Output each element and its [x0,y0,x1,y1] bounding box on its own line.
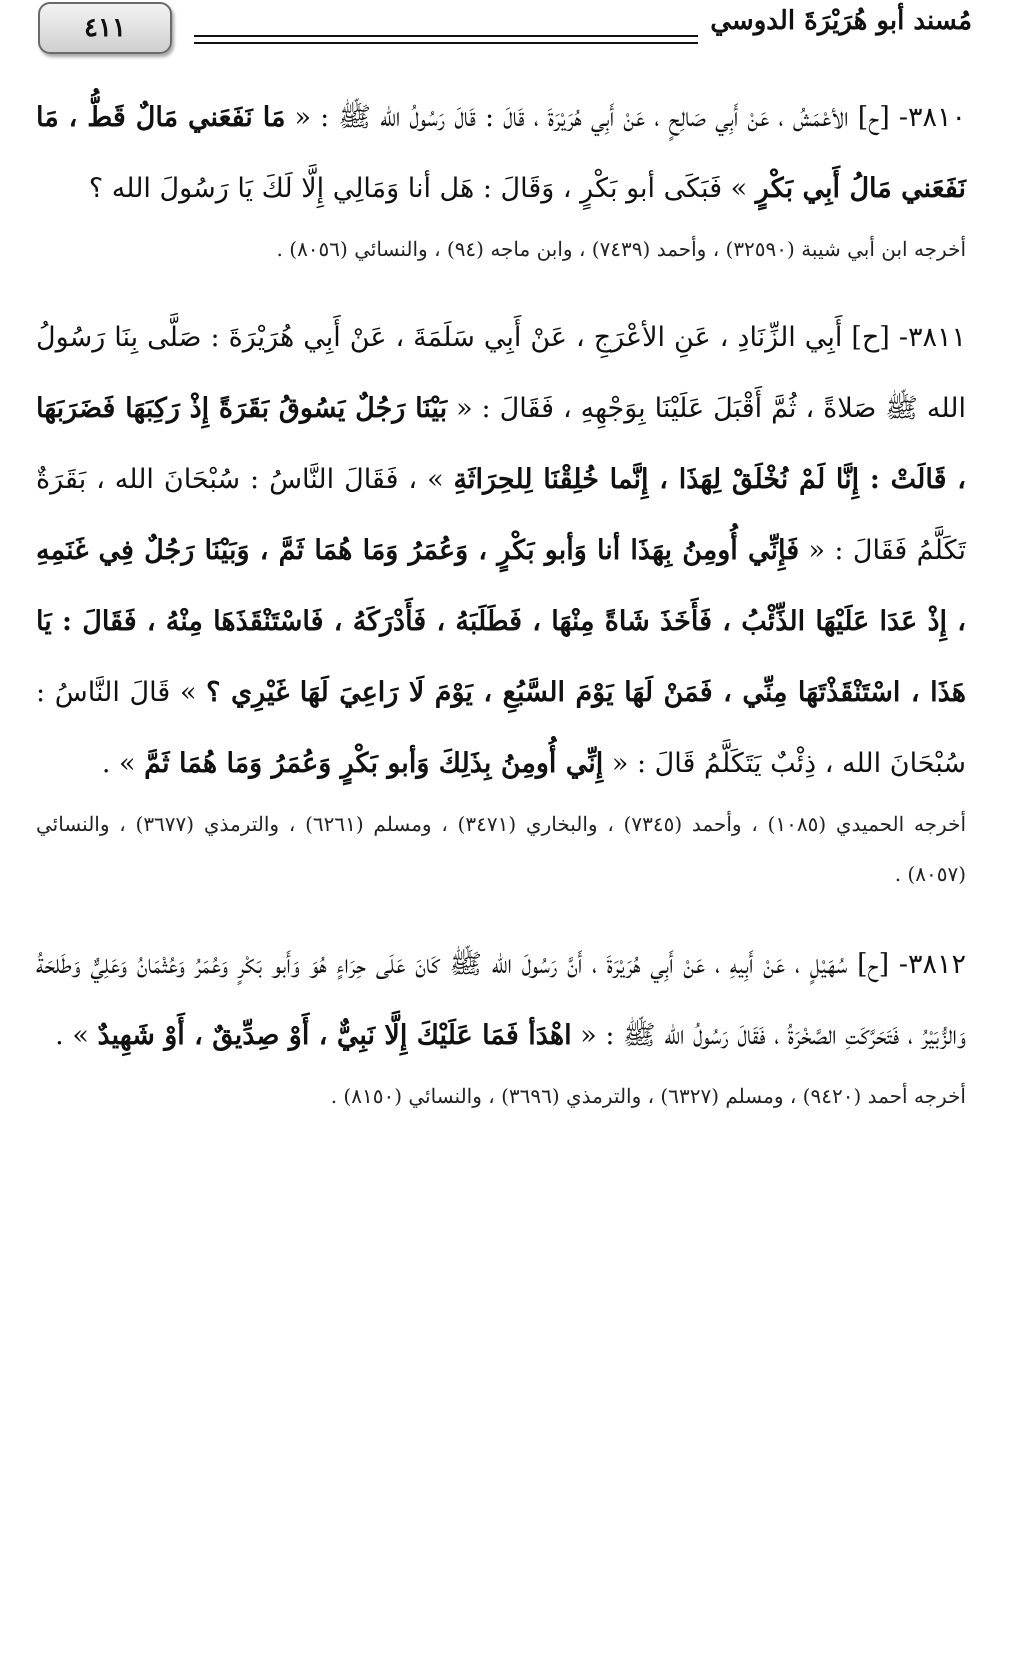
matn-text: مَا نَفَعَني مَالٌ قَطُّ ، مَا نَفَعَني مَالُ أَبِي بَكْرٍ [36,102,966,204]
matn-text: إِنِّي أُومِنُ بِذَلِكَ وَأبو بَكْرٍ وَعُمَرُ وَمَا هُمَا ثَمَّ [144,748,604,779]
page-number: ٤١١ [84,13,126,43]
page-header [0,0,1010,60]
isnad-text: أَبِي الزِّنَادِ ، عَنِ الأعْرَجِ ، عَنْ أَبِي سَلَمَةَ ، عَنْ أَبِي هُرَيْرَةَ : صَلَّى بِنَا رَسُولُ الله ﷺ صَلاةً ، ثُمَّ أَقْبَلَ عَلَيْنَا بِوَجْهِهِ ، فَقَالَ : « [36,322,966,424]
page-body [36,82,966,1121]
hadith-3810: ٣٨١٠- [ح] الأعْمَشُ ، عَنْ أَبِي صَالِحٍ ، عَنْ أَبِي هُرَيْرَةَ ، قَالَ : قَالَ رَسُولُ الله ﷺ : « مَا نَفَعَني مَالٌ قَطُّ ، مَا نَفَعَني مَالُ أَبِي بَكْرٍ » فَبَكَى أبو بَكْرٍ ، وَقَالَ : هَل أنا وَمَالِي إِلَّا لَكَ يَا رَسُولَ الله ؟ [36,102,966,204]
isnad-text: الأعْمَشُ ، عَنْ أَبِي صَالِحٍ ، عَنْ أَبِي هُرَيْرَةَ ، قَالَ : قَالَ رَسُولُ الله ﷺ : « [294,102,849,133]
hadith-number: ٣٨١٠ [907,102,966,133]
narration-text: » ، فَقَالَ النَّاسُ : سُبْحَانَ الله ، بَقَرَةٌ تَكَلَّمُ فَقَالَ : « [36,464,966,566]
page-number-box [38,2,172,54]
isnad-text: سُهَيْلٍ ، عَنْ أَبِيهِ ، عَنْ أَبِي هُرَيْرَةَ ، أَنَّ رَسُولَ الله ﷺ كَانَ عَلَى حِرَاءٍ هُوَ وَأَبو بَكْرٍ وَعُمَرُ وَعُثْمَانُ وَعَلِيٌّ وَطَلحَةُ وَالزُّبَيْرُ ، فَتَحَرَّكَتِ الصَّخْرَةُ ، فَقَالَ رَسُولُ الله ﷺ : « [36,949,966,1051]
narration-text: » . [101,748,136,779]
hadith-mark: [ح] [851,322,890,353]
narration-text: » فَبَكَى أبو بَكْرٍ ، وَقَالَ : هَل أنا وَمَالِي إِلَّا لَكَ يَا رَسُولَ الله ؟ [88,173,748,204]
matn-text: اهْدَأ فَمَا عَلَيْكَ إِلَّا نَبِيٌّ ، أَوْ صِدِّيقٌ ، أَوْ شَهِيدٌ [97,1020,572,1051]
header-rule-bottom [194,42,698,44]
hadith-number: ٣٨١١ [907,322,966,353]
reference-3812: أخرجه أحمد (٩٤٢٠) ، ومسلم (٦٣٢٧) ، والترمذي (٣٦٩٦) ، والنسائي (٨١٥٠) . [330,1084,966,1108]
hadith-mark: [ح] [857,949,890,980]
hadith-number: ٣٨١٢ [907,949,966,980]
reference-3811: أخرجه الحميدي (١٠٨٥) ، وأحمد (٧٣٤٥) ، والبخاري (٣٤٧١) ، ومسلم (٦٢٦١) ، والترمذي (٣٦٧٧) ، والنسائي (٨٠٥٧) . [36,812,966,886]
running-title: مُسند أبو هُرَيْرَةَ الدوسي [710,6,972,36]
hadith-3811: ٣٨١١- [ح] أَبِي الزِّنَادِ ، عَنِ الأعْرَجِ ، عَنْ أَبِي سَلَمَةَ ، عَنْ أَبِي هُرَيْرَةَ : صَلَّى بِنَا رَسُولُ الله ﷺ صَلاةً ، ثُمَّ أَقْبَلَ عَلَيْنَا بِوَجْهِهِ ، فَقَالَ : « بَيْنَا رَجُلٌ يَسُوقُ بَقَرَةً إِذْ رَكِبَهَا فَضَرَبَهَا ، قَالَتْ : إِنَّا لَمْ نُخْلَقْ لِهَذَا ، إِنَّما خُلِقْنَا لِلحِرَاثَةِ » ، فَقَالَ النَّاسُ : سُبْحَانَ الله ، بَقَرَةٌ تَكَلَّمُ فَقَالَ : « فَإِنِّي أُومِنُ بِهَذَا أنا وَأبو بَكْرٍ ، وَعُمَرُ وَمَا هُمَا ثَمَّ ، وَبَيْنَا رَجُلٌ فِي غَنَمِهِ ، إِذْ عَدَا عَلَيْهَا الذِّئْبُ ، فَأَخَذَ شَاةً مِنْهَا ، فَطَلَبَهُ ، فَأَدْرَكَهُ ، فَاسْتَنْقَذَهَا مِنْهُ ، فَقَالَ : يَا هَذَا ، اسْتَنْقَذْتَهَا مِنِّي ، فَمَنْ لَهَا يَوْمَ السَّبُعِ ، يَوْمَ لَا رَاعِيَ لَهَا غَيْرِي ؟ » قَالَ النَّاسُ : سُبْحَانَ الله ، ذِئْبٌ يَتَكَلَّمُ قَالَ : « إِنِّي أُومِنُ بِذَلِكَ وَأبو بَكْرٍ وَعُمَرُ وَمَا هُمَا ثَمَّ » . [36,322,966,779]
narration-text: » . [55,1020,89,1051]
matn-text: فَإِنِّي أُومِنُ بِهَذَا أنا وَأبو بَكْرٍ ، وَعُمَرُ وَمَا هُمَا ثَمَّ ، وَبَيْنَا رَجُلٌ فِي غَنَمِهِ ، إِذْ عَدَا عَلَيْهَا الذِّئْبُ ، فَأَخَذَ شَاةً مِنْهَا ، فَطَلَبَهُ ، فَأَدْرَكَهُ ، فَاسْتَنْقَذَهَا مِنْهُ ، فَقَالَ : يَا هَذَا ، اسْتَنْقَذْتَهَا مِنِّي ، فَمَنْ لَهَا يَوْمَ السَّبُعِ ، يَوْمَ لَا رَاعِيَ لَهَا غَيْرِي ؟ [36,535,966,708]
hadith-mark: [ح] [857,102,890,133]
narration-text: » قَالَ النَّاسُ : سُبْحَانَ الله ، ذِئْبٌ يَتَكَلَّمُ قَالَ : « [36,677,966,779]
matn-text: بَيْنَا رَجُلٌ يَسُوقُ بَقَرَةً إِذْ رَكِبَهَا فَضَرَبَهَا ، قَالَتْ : إِنَّا لَمْ نُخْلَقْ لِهَذَا ، إِنَّما خُلِقْنَا لِلحِرَاثَةِ [36,393,966,495]
hadith-3812: ٣٨١٢- [ح] سُهَيْلٍ ، عَنْ أَبِيهِ ، عَنْ أَبِي هُرَيْرَةَ ، أَنَّ رَسُولَ الله ﷺ كَانَ عَلَى حِرَاءٍ هُوَ وَأَبو بَكْرٍ وَعُمَرُ وَعُثْمَانُ وَعَلِيٌّ وَطَلحَةُ وَالزُّبَيْرُ ، فَتَحَرَّكَتِ الصَّخْرَةُ ، فَقَالَ رَسُولُ الله ﷺ : « اهْدَأ فَمَا عَلَيْكَ إِلَّا نَبِيٌّ ، أَوْ صِدِّيقٌ ، أَوْ شَهِيدٌ » . [36,949,966,1051]
reference-3810: أخرجه ابن أبي شيبة (٣٢٥٩٠) ، وأحمد (٧٤٣٩) ، وابن ماجه (٩٤) ، والنسائي (٨٠٥٦) . [276,237,966,261]
header-rule-top [194,35,698,37]
